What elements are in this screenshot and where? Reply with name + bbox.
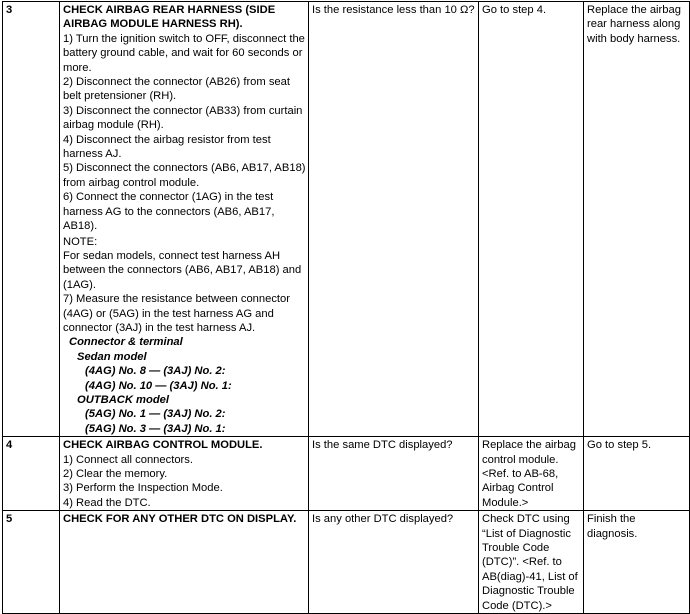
terminal-line: (4AG) No. 8 — (3AJ) No. 2: <box>85 365 226 378</box>
procedure-item: 4) Read the DTC. <box>63 496 151 509</box>
procedure-item: 1) Connect all connectors. <box>63 453 193 466</box>
step-title: CHECK FOR ANY OTHER DTC ON DISPLAY. <box>63 513 297 526</box>
procedure-item: 2) Disconnect the connector (AB26) from seat belt pretensioner (RH). <box>63 76 290 103</box>
terminal-line: (5AG) No. 3 — (3AJ) No. 1: <box>85 422 226 435</box>
terminal-heading: Connector & terminal <box>69 336 183 349</box>
note-label: NOTE: <box>63 235 98 248</box>
no-cell: Go to step 5. <box>584 437 690 511</box>
terminal-line: (4AG) No. 10 — (3AJ) No. 1: <box>85 379 232 392</box>
yes-cell: Go to step 4. <box>479 2 584 437</box>
yes-cell: Check DTC using “List of Diagnostic Trouble Code (DTC)”. <Ref. to AB(diag)-41, List of Diagnostic Trouble Code (DTC).> <box>479 511 584 614</box>
check-cell: Is the resistance less than 10 Ω? <box>309 2 479 437</box>
step-title: CHECK AIRBAG REAR HARNESS (SIDE AIRBAG MODULE HARNESS RH). <box>63 4 276 31</box>
sedan-heading: Sedan model <box>77 350 147 363</box>
procedure-cell <box>60 511 309 614</box>
procedure-item: 6) Connect the connector (1AG) in the test harness AG to the connectors (AB6, AB17, AB18). <box>63 191 275 233</box>
procedure-item: 5) Disconnect the connectors (AB6, AB17, AB18) from airbag control module. <box>63 162 306 189</box>
step-title: CHECK AIRBAG CONTROL MODULE. <box>63 439 263 452</box>
procedure-item: 3) Perform the Inspection Mode. <box>63 482 223 495</box>
diagnostic-procedure-table <box>2 1 690 614</box>
note-text: For sedan models, connect test harness AH between the connectors (AB6, AB17, AB18) and (1AG). <box>63 249 302 291</box>
table-row-step-3 <box>3 2 690 437</box>
procedure-item: 4) Disconnect the airbag resistor from test harness AJ. <box>63 133 271 161</box>
check-cell: Is any other DTC displayed? <box>309 511 479 614</box>
step-number: 4 <box>3 437 60 511</box>
procedure-item: 1) Turn the ignition switch to OFF, disconnect the battery ground cable, and wait for 60 seconds or more. <box>63 32 305 74</box>
check-cell: Is the same DTC displayed? <box>309 437 479 511</box>
outback-heading: OUTBACK model <box>77 393 169 406</box>
yes-cell: Replace the airbag control module. <Ref. to AB-68, Airbag Control Module.> <box>479 437 584 511</box>
table-row-step-4 <box>3 437 690 511</box>
no-cell: Finish the diagnosis. <box>584 511 690 614</box>
step-number: 5 <box>3 511 60 614</box>
procedure-item: 2) Clear the memory. <box>63 468 168 480</box>
table-row-step-5 <box>3 511 690 614</box>
terminal-line: (5AG) No. 1 — (3AJ) No. 2: <box>85 408 226 421</box>
procedure-cell <box>60 2 309 437</box>
no-cell: Replace the airbag rear harness along with body harness. <box>584 2 690 437</box>
procedure-cell <box>60 437 309 511</box>
step-number: 3 <box>3 2 60 437</box>
procedure-item: 7) Measure the resistance between connector (4AG) or (5AG) in the test harness AG and connector (3AJ) in the test harness AJ. <box>63 293 290 334</box>
procedure-item: 3) Disconnect the connector (AB33) from curtain airbag module (RH). <box>63 104 303 132</box>
